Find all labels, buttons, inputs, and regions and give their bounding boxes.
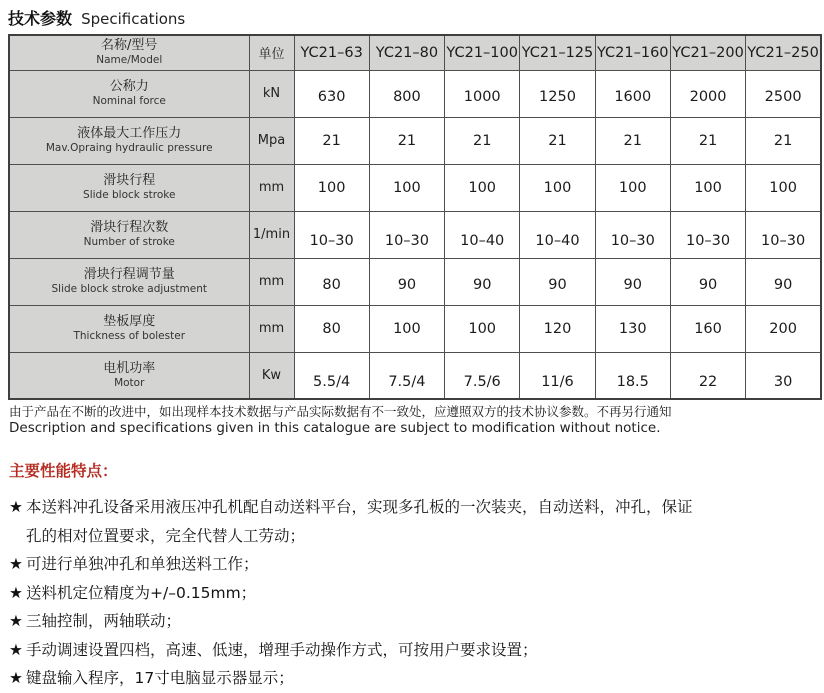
value-cell: 160: [670, 305, 745, 352]
star-bullet-icon: ★: [9, 612, 23, 630]
name-model-zh: 名称/型号: [101, 38, 158, 54]
feature-text: 手动调速设置四档，高速、低速，增理手动操作方式，可按用户要求设置；: [26, 640, 538, 659]
feature-item: [9, 550, 824, 579]
value-cell: 1250: [520, 70, 595, 117]
specifications-table: [8, 34, 822, 400]
value-cell: 2000: [670, 70, 745, 117]
model-column-header: YC21–125: [520, 35, 595, 70]
table-row: [9, 258, 821, 305]
page-title-zh: 技术参数: [8, 9, 73, 28]
header-row: [9, 35, 821, 70]
unit-cell: mm: [249, 305, 294, 352]
value-cell: 130: [595, 305, 670, 352]
row-label-cell: [9, 70, 249, 117]
row-label-en: Mav.Opraing hydraulic pressure: [45, 142, 213, 154]
row-label-zh: 滑块行程: [103, 173, 156, 188]
row-label-en: Thickness of bolester: [73, 330, 186, 342]
value-cell: 7.5/4: [369, 352, 444, 399]
table-row: [9, 70, 821, 117]
model-column-header: YC21–160: [595, 35, 670, 70]
value-cell: 22: [670, 352, 745, 399]
value-cell: 10–30: [369, 211, 444, 258]
table-row: [9, 352, 821, 399]
unit-cell: kN: [249, 70, 294, 117]
model-column-header: YC21–80: [369, 35, 444, 70]
value-cell: 10–30: [294, 211, 369, 258]
page-title: [8, 10, 824, 28]
feature-item: [9, 522, 824, 551]
table-header: [9, 35, 821, 70]
value-cell: 90: [520, 258, 595, 305]
value-cell: 80: [294, 258, 369, 305]
value-cell: 10–40: [520, 211, 595, 258]
unit-cell: Kw: [249, 352, 294, 399]
row-label-zh: 电机功率: [103, 360, 156, 376]
value-cell: 800: [369, 70, 444, 117]
value-cell: 80: [294, 305, 369, 352]
value-cell: 90: [445, 258, 520, 305]
table-row: [9, 164, 821, 211]
unit-cell: mm: [249, 258, 294, 305]
table-body: [9, 70, 821, 399]
feature-text: 键盘输入程序，17寸电脑显示器显示；: [26, 669, 294, 687]
value-cell: 1000: [445, 70, 520, 117]
value-cell: 21: [595, 117, 670, 164]
value-cell: 10–30: [746, 211, 821, 258]
feature-item: [9, 636, 824, 665]
value-cell: 100: [520, 164, 595, 211]
value-cell: 10–30: [670, 211, 745, 258]
value-cell: 100: [746, 164, 821, 211]
value-cell: 2500: [746, 70, 821, 117]
value-cell: 100: [595, 164, 670, 211]
unit-cell: mm: [249, 164, 294, 211]
value-cell: 21: [746, 117, 821, 164]
features-heading: 主要性能特点：: [9, 462, 118, 480]
value-cell: 200: [746, 305, 821, 352]
disclaimer-zh: 由于产品在不断的改进中，如出现样本技术数据与产品实际数据有不一致处，应遵照双方的技术协议参数。不再另行通知: [9, 404, 672, 419]
value-cell: 10–30: [595, 211, 670, 258]
row-label-cell: [9, 117, 249, 164]
value-cell: 90: [369, 258, 444, 305]
star-bullet-icon: ★: [9, 640, 23, 659]
star-bullet-icon: ★: [9, 669, 23, 687]
name-model-header-cell: [9, 35, 249, 70]
feature-text: 送料机定位精度为+/–0.15mm；: [26, 583, 257, 602]
row-label-en: Number of stroke: [83, 236, 175, 248]
value-cell: 11/6: [520, 352, 595, 399]
value-cell: 30: [746, 352, 821, 399]
value-cell: 90: [670, 258, 745, 305]
row-label-cell: [9, 305, 249, 352]
value-cell: 21: [670, 117, 745, 164]
row-label-cell: [9, 258, 249, 305]
value-cell: 100: [369, 164, 444, 211]
table-row: [9, 305, 821, 352]
row-label-cell: [9, 352, 249, 399]
model-column-header: YC21–63: [294, 35, 369, 70]
feature-text: 三轴控制，两轴联动；: [26, 612, 182, 630]
value-cell: 100: [445, 305, 520, 352]
value-cell: 630: [294, 70, 369, 117]
value-cell: 100: [294, 164, 369, 211]
model-column-header: YC21–100: [445, 35, 520, 70]
page-title-en: Specifications: [81, 10, 186, 28]
row-label-en: Motor: [114, 376, 145, 389]
row-label-zh: 公称力: [109, 79, 149, 94]
table-row: [9, 117, 821, 164]
value-cell: 100: [369, 305, 444, 352]
row-label-zh: 滑块行程调节量: [83, 267, 175, 282]
row-label-zh: 滑块行程次数: [90, 220, 169, 235]
feature-item: [9, 579, 824, 608]
value-cell: 100: [445, 164, 520, 211]
value-cell: 21: [445, 117, 520, 164]
feature-text: 本送料冲孔设备采用液压冲孔机配自动送料平台，实现多孔板的一次装夹，自动送料，冲孔，保证: [26, 498, 693, 516]
value-cell: 120: [520, 305, 595, 352]
disclaimer-en: Description and specifications given in this catalogue are subject to modification without notice.: [9, 420, 661, 436]
feature-text: 可进行单独冲孔和单独送料工作；: [26, 555, 259, 573]
feature-text: 孔的相对位置要求，完全代替人工劳动；: [26, 526, 306, 545]
model-column-header: YC21–250: [746, 35, 821, 70]
value-cell: 10–40: [445, 211, 520, 258]
value-cell: 21: [520, 117, 595, 164]
star-bullet-icon: ★: [9, 583, 23, 602]
row-label-cell: [9, 164, 249, 211]
value-cell: 1600: [595, 70, 670, 117]
name-model-en: Name/Model: [96, 54, 163, 67]
unit-header-cell: 单位: [249, 35, 294, 70]
row-label-zh: 液体最大工作压力: [77, 126, 182, 141]
row-label-en: Nominal force: [92, 95, 166, 107]
row-label-cell: [9, 211, 249, 258]
table-row: [9, 211, 821, 258]
star-bullet-icon: ★: [9, 555, 23, 573]
value-cell: 7.5/6: [445, 352, 520, 399]
value-cell: 21: [369, 117, 444, 164]
catalogue-page: [0, 10, 824, 691]
feature-item: [9, 493, 824, 522]
disclaimer: [9, 404, 824, 437]
row-label-zh: 垫板厚度: [103, 314, 156, 329]
value-cell: 90: [595, 258, 670, 305]
star-bullet-icon: ★: [9, 498, 23, 516]
feature-item: [9, 607, 824, 636]
value-cell: 100: [670, 164, 745, 211]
value-cell: 90: [746, 258, 821, 305]
feature-item: [9, 664, 824, 693]
value-cell: 21: [294, 117, 369, 164]
unit-cell: Mpa: [249, 117, 294, 164]
features-section: [9, 459, 824, 693]
value-cell: 18.5: [595, 352, 670, 399]
row-label-en: Slide block stroke: [83, 189, 176, 201]
row-label-en: Slide block stroke adjustment: [51, 283, 207, 295]
model-column-header: YC21–200: [670, 35, 745, 70]
value-cell: 5.5/4: [294, 352, 369, 399]
unit-cell: 1/min: [249, 211, 294, 258]
feature-list: [9, 493, 824, 693]
